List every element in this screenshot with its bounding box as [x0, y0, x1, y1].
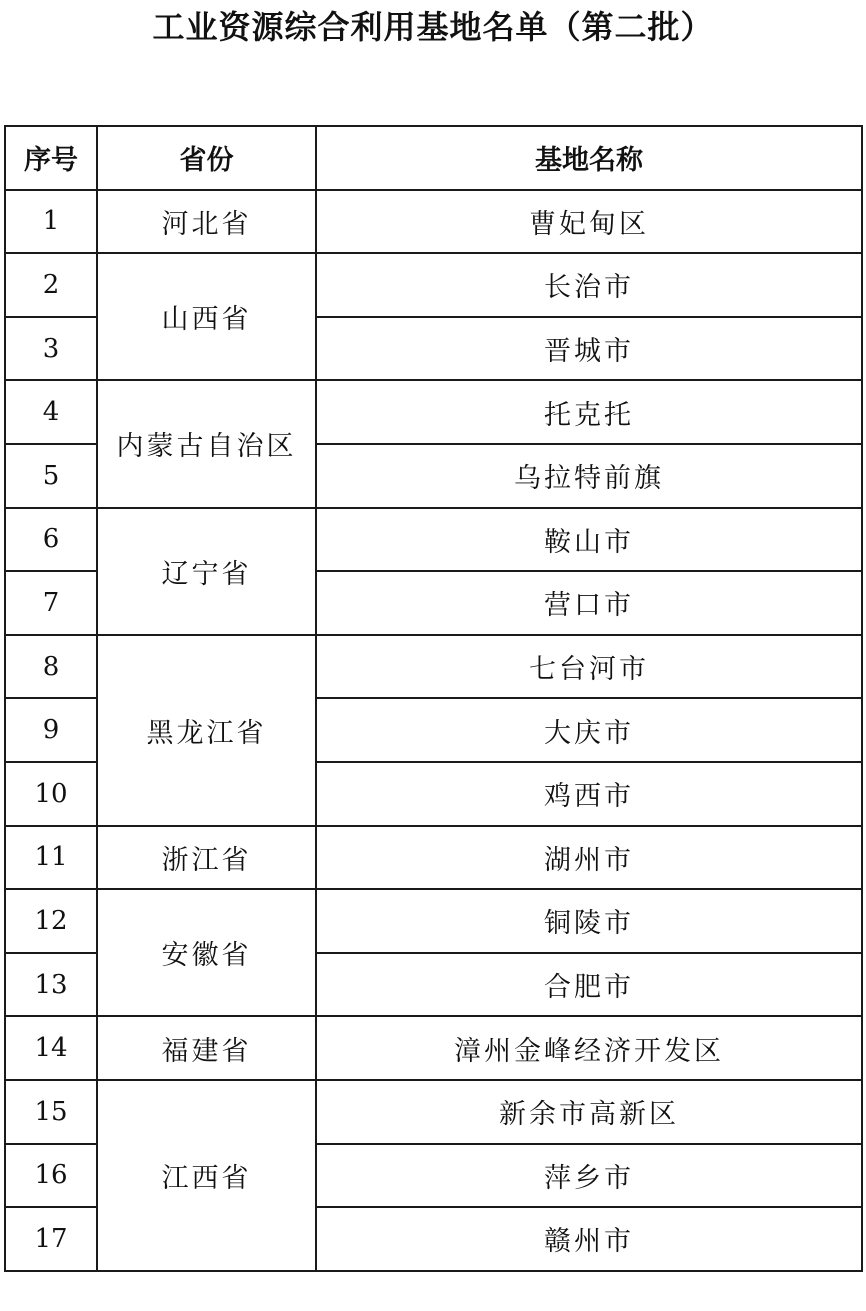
province-cell: 安徽省: [97, 889, 316, 1016]
base-list-table: [4, 125, 863, 1272]
province-cell: 江西省: [97, 1080, 316, 1271]
table-row: [5, 889, 862, 953]
table-row: [5, 1016, 862, 1080]
province-cell: 辽宁省: [97, 508, 316, 635]
row-index: 6: [5, 508, 97, 572]
base-name-cell: 鸡西市: [316, 762, 862, 826]
header-base-name: 基地名称: [316, 126, 862, 190]
row-index: 15: [5, 1080, 97, 1144]
base-name-cell: 乌拉特前旗: [316, 444, 862, 508]
page-title: 工业资源综合利用基地名单（第二批）: [152, 8, 714, 46]
row-index: 17: [5, 1207, 97, 1271]
base-name-cell: 大庆市: [316, 698, 862, 762]
row-index: 8: [5, 635, 97, 699]
table-header-row: [5, 126, 862, 190]
row-index: 5: [5, 444, 97, 508]
row-index: 13: [5, 953, 97, 1017]
row-index: 16: [5, 1144, 97, 1208]
row-index: 2: [5, 253, 97, 317]
base-name-cell: 托克托: [316, 380, 862, 444]
row-index: 3: [5, 317, 97, 381]
row-index: 10: [5, 762, 97, 826]
base-name-cell: 鞍山市: [316, 508, 862, 572]
base-name-cell: 营口市: [316, 571, 862, 635]
base-name-cell: 新余市高新区: [316, 1080, 862, 1144]
table-body: [5, 190, 862, 1271]
table-row: [5, 190, 862, 254]
base-name-cell: 晋城市: [316, 317, 862, 381]
row-index: 7: [5, 571, 97, 635]
base-name-cell: 赣州市: [316, 1207, 862, 1271]
row-index: 11: [5, 826, 97, 890]
base-name-cell: 湖州市: [316, 826, 862, 890]
province-cell: 河北省: [97, 190, 316, 254]
base-name-cell: 曹妃甸区: [316, 190, 862, 254]
row-index: 4: [5, 380, 97, 444]
table-row: [5, 826, 862, 890]
province-cell: 山西省: [97, 253, 316, 380]
base-name-cell: 漳州金峰经济开发区: [316, 1016, 862, 1080]
row-index: 9: [5, 698, 97, 762]
row-index: 14: [5, 1016, 97, 1080]
table-row: [5, 380, 862, 444]
province-cell: 福建省: [97, 1016, 316, 1080]
base-name-cell: 萍乡市: [316, 1144, 862, 1208]
row-index: 12: [5, 889, 97, 953]
province-cell: 浙江省: [97, 826, 316, 890]
base-name-cell: 长治市: [316, 253, 862, 317]
base-name-cell: 铜陵市: [316, 889, 862, 953]
table-row: [5, 635, 862, 699]
province-cell: 黑龙江省: [97, 635, 316, 826]
table-row: [5, 253, 862, 317]
table-row: [5, 508, 862, 572]
base-name-cell: 七台河市: [316, 635, 862, 699]
province-cell: 内蒙古自治区: [97, 380, 316, 507]
table-row: [5, 1080, 862, 1144]
header-province: 省份: [97, 126, 316, 190]
base-name-cell: 合肥市: [316, 953, 862, 1017]
header-index: 序号: [5, 126, 97, 190]
row-index: 1: [5, 190, 97, 254]
